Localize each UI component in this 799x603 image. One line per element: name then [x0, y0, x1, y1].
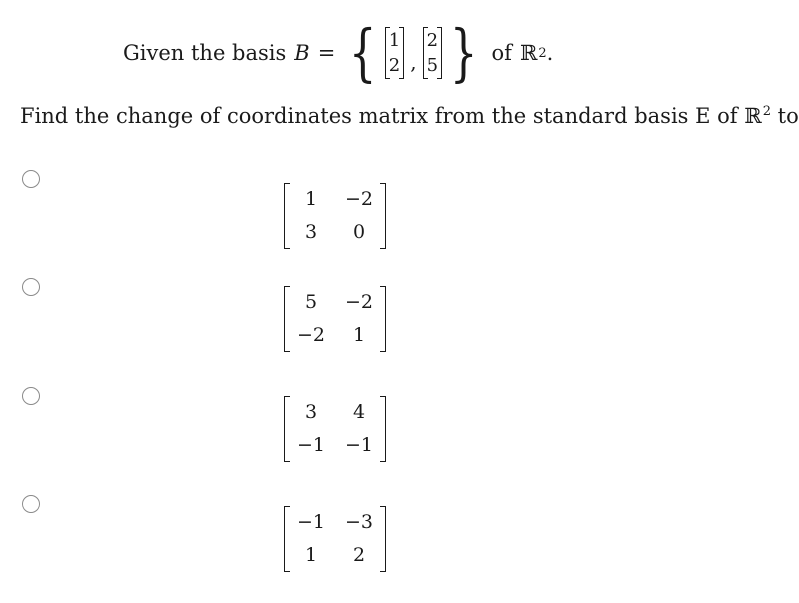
- option-1-cell-1-1: 1: [304, 188, 318, 210]
- option-2-cell-1-2: −2: [344, 291, 373, 313]
- basis-vector-1: [385, 27, 404, 79]
- vector-separator: ,: [410, 50, 417, 74]
- given-prefix: Given the basis: [123, 41, 287, 65]
- option-3-cell-2-1: −1: [296, 434, 325, 456]
- option-2-cell-2-2: 1: [352, 324, 366, 346]
- find-space-exponent: 2: [762, 104, 771, 119]
- option-1-matrix: [284, 183, 386, 249]
- option-2-radio[interactable]: [22, 278, 40, 296]
- basis-vector-1-entry-1: 1: [388, 30, 401, 51]
- space-exponent: 2: [538, 45, 547, 61]
- option-1-cell-2-1: 3: [304, 221, 318, 243]
- find-statement: [20, 104, 799, 128]
- given-statement: [123, 16, 553, 90]
- equals-sign: =: [317, 41, 336, 65]
- find-text: Find the change of coordinates matrix from the standard basis E of: [20, 104, 738, 128]
- option-3-radio[interactable]: [22, 387, 40, 405]
- given-suffix: of: [491, 41, 512, 65]
- option-2-matrix: [284, 286, 386, 352]
- option-4-radio[interactable]: [22, 495, 40, 513]
- option-1-radio[interactable]: [22, 170, 40, 188]
- basis-symbol: B: [294, 41, 310, 65]
- option-3-cell-2-2: −1: [344, 434, 373, 456]
- option-3-cell-1-2: 4: [352, 401, 366, 423]
- option-4-cell-1-2: −3: [344, 511, 373, 533]
- space-symbol: ℝ: [519, 41, 538, 65]
- option-1-cell-2-2: 0: [352, 221, 366, 243]
- option-2-cell-1-1: 5: [304, 291, 318, 313]
- option-4-cell-1-1: −1: [296, 511, 325, 533]
- option-4-cell-2-1: 1: [304, 544, 318, 566]
- basis-vector-2-entry-2: 5: [426, 55, 439, 76]
- option-3-matrix: [284, 396, 386, 462]
- close-brace: }: [449, 16, 478, 89]
- option-3-cell-1-1: 3: [304, 401, 318, 423]
- option-1-cell-1-2: −2: [344, 188, 373, 210]
- basis-vector-2: [423, 27, 442, 79]
- given-end: .: [546, 41, 554, 65]
- find-space-symbol: ℝ: [744, 104, 762, 128]
- open-brace: {: [349, 16, 377, 89]
- option-4-cell-2-2: 2: [352, 544, 366, 566]
- basis-vector-1-entry-2: 2: [388, 55, 401, 76]
- option-2-cell-2-1: −2: [296, 324, 325, 346]
- find-end: to: [777, 104, 799, 128]
- basis-vector-2-entry-1: 2: [426, 30, 439, 51]
- option-4-matrix: [284, 506, 386, 572]
